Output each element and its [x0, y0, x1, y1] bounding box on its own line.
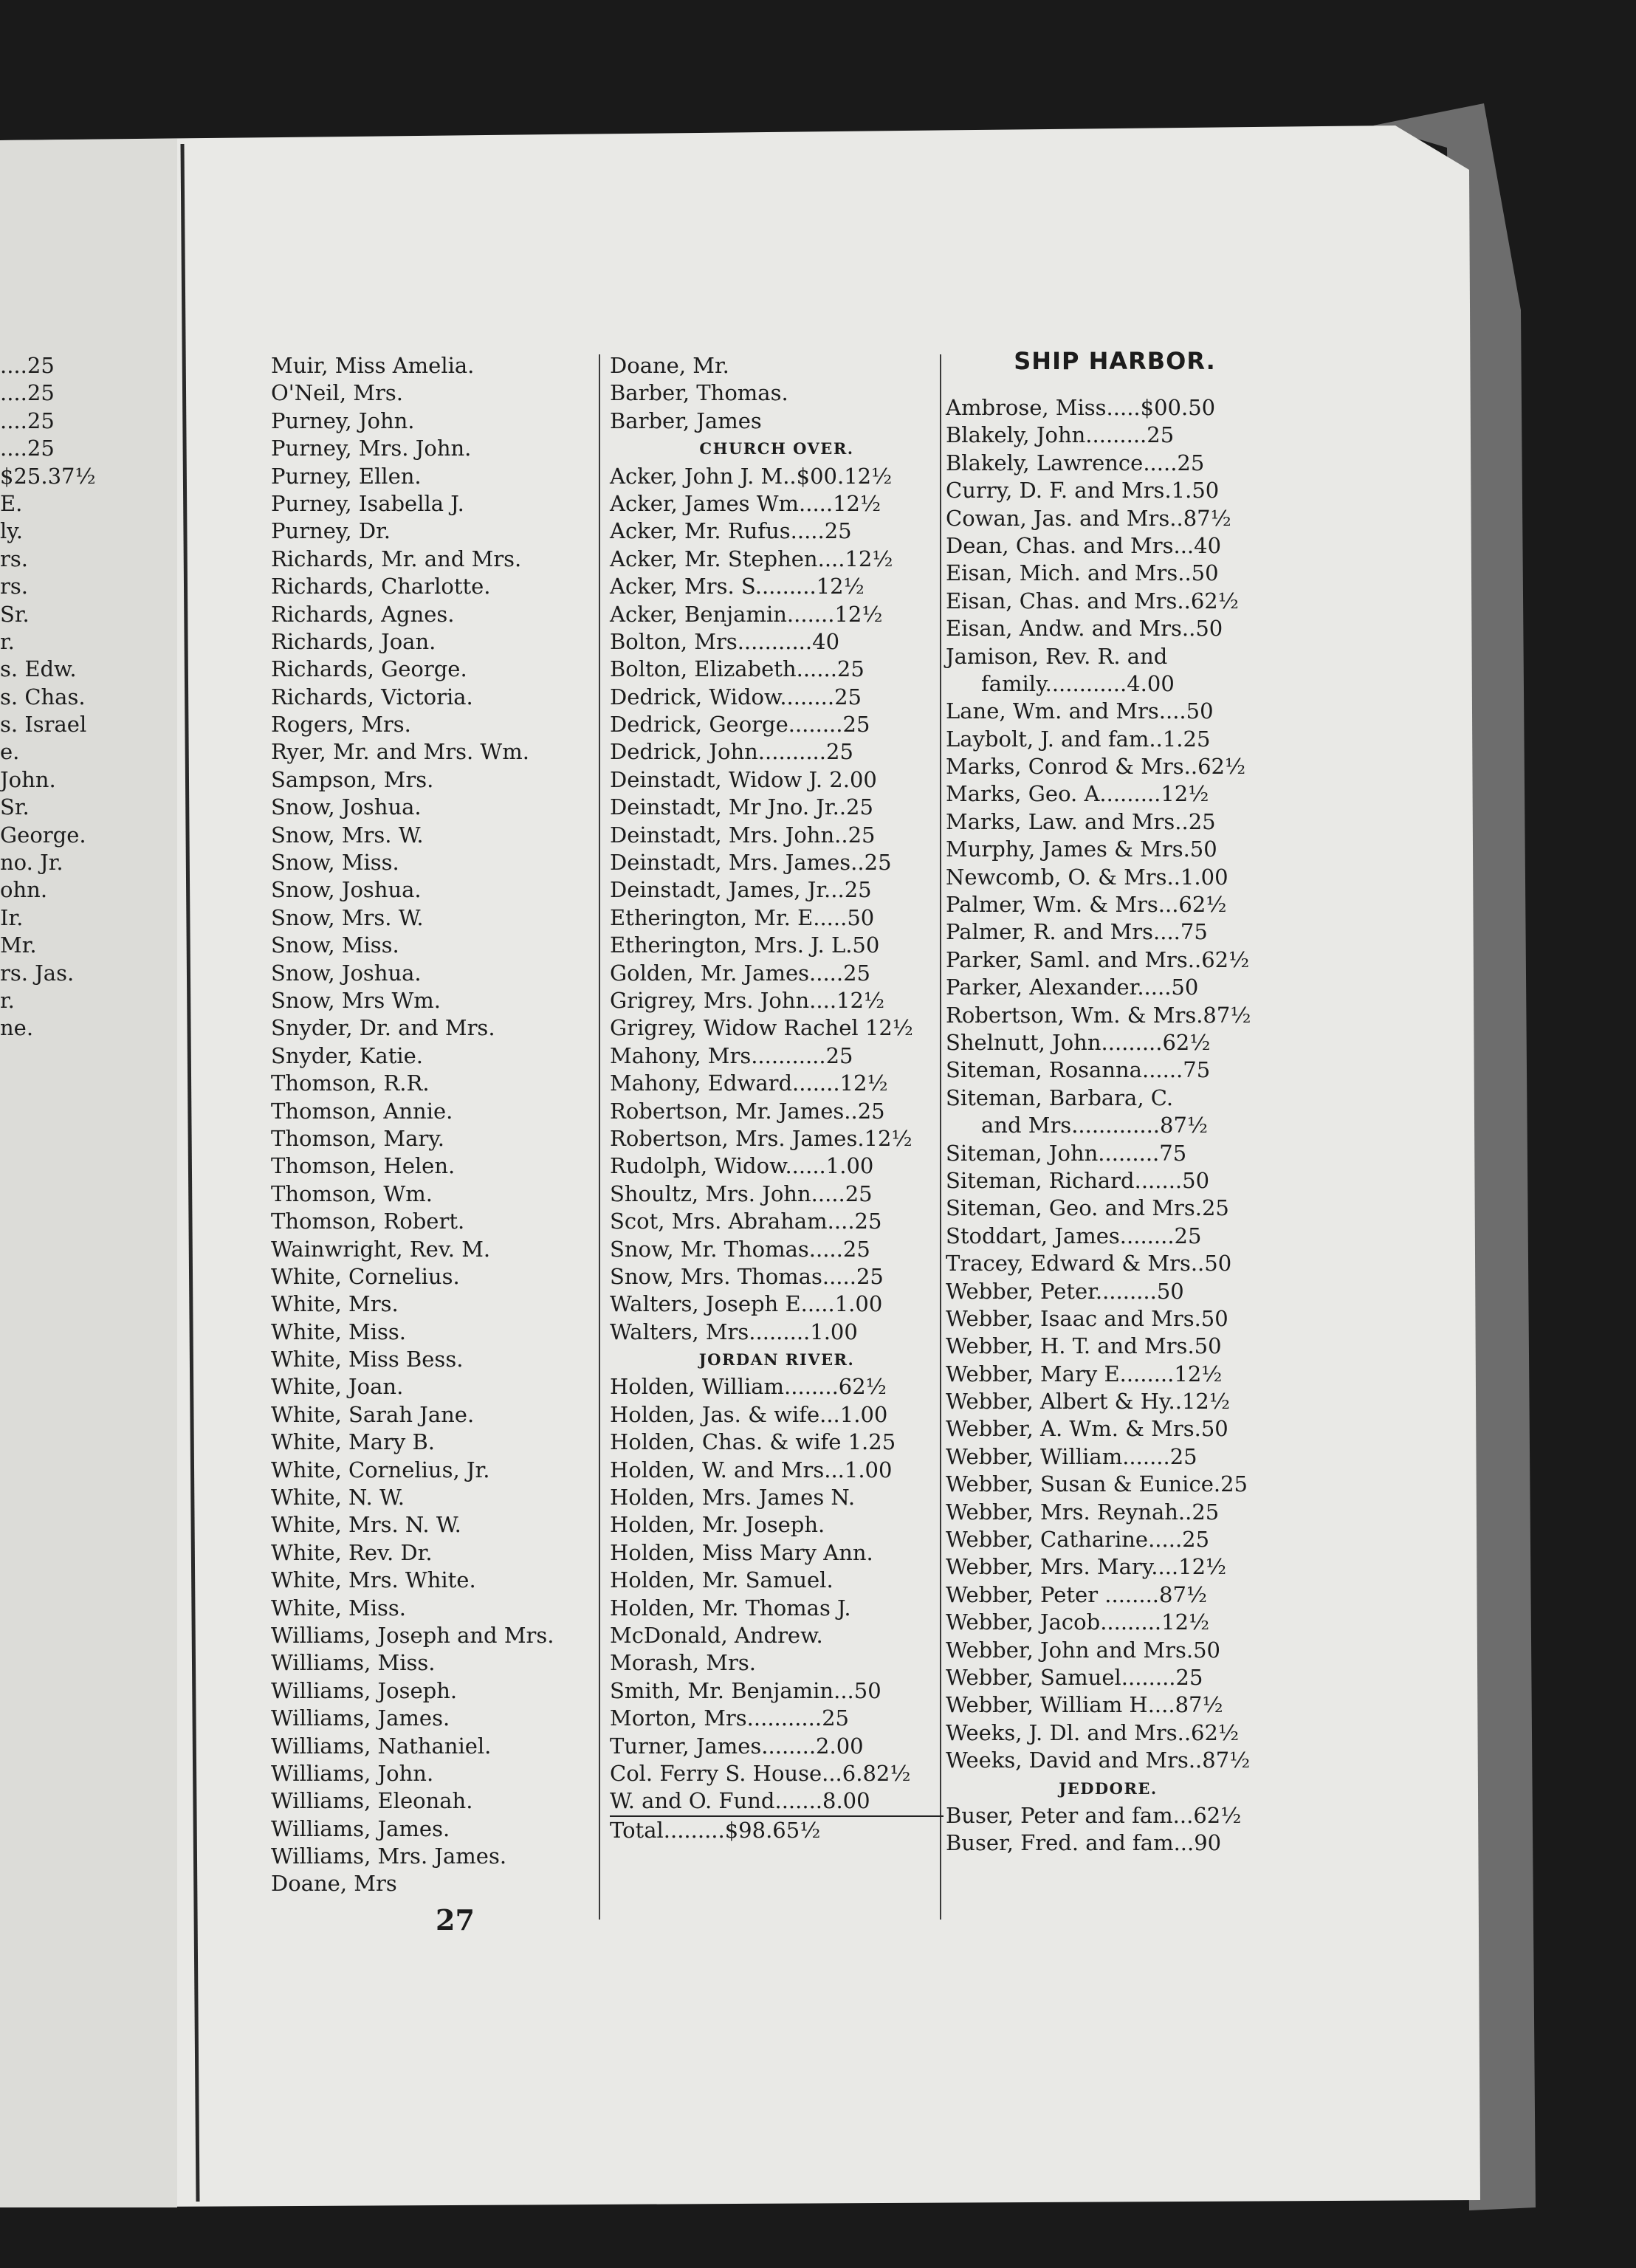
name-entry: Snow, Mrs Wm. — [271, 987, 441, 1013]
subscription-entry: Robertson, Mr. James..25 — [610, 1098, 885, 1124]
subscription-entry: Morton, Mrs...........25 — [610, 1705, 849, 1731]
subscription-entry: Webber, Susan & Eunice.25 — [946, 1471, 1248, 1497]
subscription-entry: Siteman, Geo. and Mrs.25 — [946, 1195, 1229, 1221]
subscription-entry: Holden, W. and Mrs...1.00 — [610, 1457, 893, 1482]
name-entry: Rogers, Mrs. — [271, 712, 411, 738]
name-entry: Thomson, Robert. — [271, 1209, 465, 1234]
subscription-entry: Bolton, Mrs...........40 — [610, 628, 840, 654]
name-entry: Snyder, Dr. and Mrs. — [271, 1015, 495, 1041]
subscription-entry: Dedrick, Widow........25 — [610, 684, 862, 709]
subscription-entry: Holden, Mr. Samuel. — [610, 1567, 834, 1593]
subscription-entry: Acker, James Wm.....12½ — [610, 490, 881, 516]
fragment-line: ohn. — [0, 877, 48, 903]
subscription-entry: Murphy, James & Mrs.50 — [946, 836, 1217, 862]
subscription-entry: Ambrose, Miss.....$00.50 — [946, 395, 1216, 420]
subscription-entry: Rudolph, Widow......1.00 — [610, 1153, 874, 1179]
name-entry: Williams, Joseph and Mrs. — [271, 1622, 554, 1648]
subscription-entry: Siteman, Rosanna......75 — [946, 1057, 1211, 1083]
name-entry: Williams, James. — [271, 1815, 450, 1841]
subscription-entry: Deinstadt, Mr Jno. Jr..25 — [610, 794, 873, 820]
subscription-entry: Webber, Catharine.....25 — [946, 1527, 1210, 1553]
name-entry: Williams, John. — [271, 1760, 434, 1786]
subscription-entry: Newcomb, O. & Mrs..1.00 — [946, 864, 1228, 890]
fragment-line: r. — [0, 628, 15, 654]
name-entry: Snow, Joshua. — [271, 794, 422, 820]
subscription-entry: Parker, Alexander.....50 — [946, 975, 1199, 1000]
subscription-entry: Stoddart, James........25 — [946, 1223, 1202, 1248]
subscription-entry: W. and O. Fund.......8.00 — [610, 1788, 870, 1814]
subscription-entry: Mahony, Mrs...........25 — [610, 1042, 853, 1068]
name-entry: Purney, Ellen. — [271, 463, 422, 489]
subscription-entry: Holden, Jas. & wife...1.00 — [610, 1401, 888, 1427]
subscription-entry: Palmer, Wm. & Mrs...62½ — [946, 892, 1227, 918]
name-entry: White, Miss. — [271, 1595, 406, 1621]
subscription-entry: Eisan, Andw. and Mrs..50 — [946, 616, 1223, 642]
fragment-line: ....25 — [0, 408, 55, 433]
fragment-line: ly. — [0, 518, 24, 544]
name-entry: Richards, Mr. and Mrs. — [271, 546, 522, 571]
name-entry: Richards, Agnes. — [271, 601, 455, 627]
fragment-line: George. — [0, 822, 86, 848]
subscription-entry: Webber, Peter.........50 — [946, 1278, 1184, 1304]
subscription-entry: Marks, Conrod & Mrs..62½ — [946, 754, 1246, 780]
subscription-entry: Cowan, Jas. and Mrs..87½ — [946, 505, 1231, 531]
subscription-entry: Grigrey, Widow Rachel 12½ — [610, 1015, 913, 1041]
subscription-entry: Tracey, Edward & Mrs..50 — [946, 1251, 1232, 1276]
subscription-entry: Deinstadt, James, Jr...25 — [610, 877, 872, 903]
fragment-line: s. Chas. — [0, 684, 86, 709]
subscription-entry: Shelnutt, John.........62½ — [946, 1029, 1211, 1055]
name-entry: White, Mrs. White. — [271, 1567, 476, 1593]
name-entry: Williams, Joseph. — [271, 1677, 458, 1703]
subscription-entry: Webber, John and Mrs.50 — [946, 1637, 1220, 1663]
name-entry: Thomson, Helen. — [271, 1153, 456, 1179]
subscription-entry: Deinstadt, Mrs. John..25 — [610, 822, 876, 848]
subscription-entry: Eisan, Chas. and Mrs..62½ — [946, 588, 1239, 614]
subscription-entry: Buser, Fred. and fam...90 — [946, 1830, 1222, 1856]
subscription-entry: Bolton, Elizabeth......25 — [610, 656, 865, 682]
fragment-line: rs. — [0, 546, 28, 571]
subscription-entry: Webber, A. Wm. & Mrs.50 — [946, 1416, 1228, 1442]
name-entry: Muir, Miss Amelia. — [271, 353, 475, 378]
column-3-ship-harbor-list — [946, 394, 1271, 1858]
subscription-entry: Acker, Benjamin.......12½ — [610, 601, 883, 627]
name-entry: Williams, Eleonah. — [271, 1788, 473, 1814]
name-entry: Snow, Joshua. — [271, 960, 422, 986]
subscription-entry: Dedrick, John..........25 — [610, 739, 853, 765]
name-entry: Snow, Mrs. W. — [271, 822, 424, 848]
subscription-entry: Snow, Mr. Thomas.....25 — [610, 1236, 870, 1262]
name-entry: Purney, Mrs. John. — [271, 436, 472, 461]
name-entry: White, Miss Bess. — [271, 1347, 464, 1372]
subscription-entry: Holden, William........62½ — [610, 1374, 887, 1400]
subscription-entry: Eisan, Mich. and Mrs..50 — [946, 560, 1219, 586]
previous-page-fragment — [0, 352, 171, 1042]
subscription-entry: Holden, Mrs. James N. — [610, 1485, 856, 1511]
subscription-entry: Webber, H. T. and Mrs.50 — [946, 1333, 1222, 1359]
subscription-entry: Marks, Law. and Mrs..25 — [946, 808, 1216, 834]
name-entry: Williams, Mrs. James. — [271, 1843, 507, 1869]
fragment-line: ....25 — [0, 380, 55, 406]
name-entry: Richards, Joan. — [271, 628, 436, 654]
subscription-entry: Webber, Isaac and Mrs.50 — [946, 1305, 1228, 1331]
subscription-entry: Webber, Samuel........25 — [946, 1664, 1203, 1690]
subscription-entry: Deinstadt, Widow J. 2.00 — [610, 766, 877, 792]
subscription-entry: Weeks, David and Mrs..87½ — [946, 1748, 1251, 1773]
subscription-entry: and Mrs.............87½ — [981, 1113, 1209, 1138]
name-entry: Snow, Miss. — [271, 932, 399, 958]
subscription-entry: Siteman, Barbara, C. — [946, 1085, 1174, 1110]
name-entry: Williams, James. — [271, 1705, 450, 1731]
subscription-entry: Blakely, John.........25 — [946, 422, 1175, 448]
subscription-entry: Acker, John J. M..$00.12½ — [610, 463, 893, 489]
subscription-entry: Golden, Mr. James.....25 — [610, 960, 870, 986]
fragment-line: no. Jr. — [0, 850, 63, 876]
page-number: 27 — [436, 1903, 475, 1937]
subscription-entry: Palmer, R. and Mrs....75 — [946, 919, 1208, 945]
subscription-entry: Holden, Miss Mary Ann. — [610, 1539, 873, 1565]
subscription-entry: Turner, James........2.00 — [610, 1733, 864, 1759]
name-entry: Snow, Joshua. — [271, 877, 422, 903]
fragment-line: rs. — [0, 574, 28, 599]
subscription-entry: Shoultz, Mrs. John.....25 — [610, 1181, 873, 1206]
fragment-line: Sr. — [0, 601, 30, 627]
subscription-entry: Buser, Peter and fam...62½ — [946, 1802, 1242, 1828]
name-entry: Snyder, Katie. — [271, 1042, 424, 1068]
name-entry: White, Sarah Jane. — [271, 1401, 475, 1427]
subscription-entry: Webber, William H....87½ — [946, 1692, 1223, 1718]
subscription-entry: Siteman, John.........75 — [946, 1140, 1187, 1166]
name-entry: Richards, George. — [271, 656, 467, 682]
fragment-line: s. Edw. — [0, 656, 77, 682]
fragment-line: ne. — [0, 1015, 34, 1041]
subscription-entry: Webber, William.......25 — [946, 1443, 1197, 1469]
section-header: JORDAN RIVER. — [698, 1350, 855, 1370]
subscription-entry: Holden, Chas. & wife 1.25 — [610, 1429, 896, 1455]
fragment-line: s. Israel — [0, 712, 87, 738]
fragment-line: Ir. — [0, 904, 24, 930]
subscription-entry: Doane, Mr. — [610, 353, 729, 378]
subscription-entry: Webber, Jacob.........12½ — [946, 1609, 1210, 1635]
subscription-entry: Acker, Mr. Stephen....12½ — [610, 546, 893, 571]
name-entry: White, Cornelius. — [271, 1263, 460, 1289]
subscription-entry: Webber, Peter ........87½ — [946, 1581, 1208, 1607]
subscription-entry: Robertson, Mrs. James.12½ — [610, 1125, 912, 1151]
subscription-entry: Parker, Saml. and Mrs..62½ — [946, 946, 1250, 972]
fragment-line: r. — [0, 987, 15, 1013]
subscription-entry: Grigrey, Mrs. John....12½ — [610, 987, 885, 1013]
subscription-entry: Webber, Albert & Hy..12½ — [946, 1389, 1230, 1415]
name-entry: Ryer, Mr. and Mrs. Wm. — [271, 739, 529, 765]
subscription-entry: Robertson, Wm. & Mrs.87½ — [946, 1002, 1251, 1028]
subscription-entry: Holden, Mr. Joseph. — [610, 1512, 825, 1538]
subscription-entry: Webber, Mrs. Mary....12½ — [946, 1554, 1227, 1580]
subscription-entry: Mahony, Edward.......12½ — [610, 1071, 888, 1096]
name-entry: Richards, Victoria. — [271, 684, 473, 709]
subscription-entry: Lane, Wm. and Mrs....50 — [946, 698, 1214, 724]
subscription-entry: Laybolt, J. and fam..1.25 — [946, 726, 1211, 752]
subscription-entry: family............4.00 — [981, 670, 1175, 696]
name-entry: Wainwright, Rev. M. — [271, 1236, 491, 1262]
column-2-subscription-list — [610, 352, 944, 1844]
name-entry: White, Joan. — [271, 1374, 404, 1400]
name-entry: White, Cornelius, Jr. — [271, 1457, 490, 1482]
subscription-entry: Siteman, Richard.......50 — [946, 1167, 1210, 1193]
fragment-line: ....25 — [0, 353, 55, 378]
name-entry: Thomson, R.R. — [271, 1071, 430, 1096]
name-entry: Snow, Miss. — [271, 850, 399, 876]
subscription-entry: Smith, Mr. Benjamin...50 — [610, 1677, 881, 1703]
subscription-entry: Blakely, Lawrence.....25 — [946, 450, 1205, 475]
subscription-entry: Acker, Mr. Rufus.....25 — [610, 518, 852, 544]
subscription-entry: Jamison, Rev. R. and — [946, 643, 1168, 669]
subscription-entry: Scot, Mrs. Abraham....25 — [610, 1209, 882, 1234]
name-entry: White, Mary B. — [271, 1429, 435, 1455]
subscription-entry: Weeks, J. Dl. and Mrs..62½ — [946, 1719, 1240, 1745]
name-entry: Richards, Charlotte. — [271, 574, 491, 599]
subscription-entry: Etherington, Mr. E.....50 — [610, 904, 875, 930]
name-entry: Doane, Mrs — [271, 1871, 397, 1897]
subscription-entry: Webber, Mrs. Reynah..25 — [946, 1499, 1220, 1525]
subscription-entry: Etherington, Mrs. J. L.50 — [610, 932, 880, 958]
subscription-entry: Dedrick, George........25 — [610, 712, 870, 738]
name-entry: Thomson, Wm. — [271, 1181, 433, 1206]
name-entry: Sampson, Mrs. — [271, 766, 434, 792]
subscription-entry: Walters, Mrs.........1.00 — [610, 1319, 858, 1344]
subscription-entry: Deinstadt, Mrs. James..25 — [610, 850, 892, 876]
name-entry: White, Mrs. N. W. — [271, 1512, 461, 1538]
fragment-line: $25.37½ — [0, 463, 96, 489]
subscription-entry: Barber, James — [610, 408, 762, 433]
name-entry: O'Neil, Mrs. — [271, 380, 403, 406]
name-entry: Purney, John. — [271, 408, 415, 433]
total-line: Total.........$98.65½ — [610, 1815, 944, 1844]
name-entry: White, Mrs. — [271, 1291, 399, 1317]
subscription-entry: Snow, Mrs. Thomas.....25 — [610, 1263, 884, 1289]
name-entry: Thomson, Mary. — [271, 1125, 445, 1151]
name-entry: Purney, Isabella J. — [271, 490, 464, 516]
name-entry: Thomson, Annie. — [271, 1098, 453, 1124]
name-entry: White, Rev. Dr. — [271, 1539, 433, 1565]
fragment-line: John. — [0, 766, 56, 792]
name-entry: White, Miss. — [271, 1319, 406, 1344]
name-entry: Snow, Mrs. W. — [271, 904, 424, 930]
subscription-entry: Curry, D. F. and Mrs.1.50 — [946, 478, 1220, 504]
name-entry: Williams, Miss. — [271, 1650, 436, 1676]
fragment-line: E. — [0, 490, 23, 516]
section-header-ship-harbor: SHIP HARBOR. — [1014, 347, 1216, 375]
fragment-line: ....25 — [0, 436, 55, 461]
fragment-line: Mr. — [0, 932, 37, 958]
section-header: CHURCH OVER. — [699, 439, 854, 458]
fragment-line: rs. Jas. — [0, 960, 75, 986]
name-entry: Purney, Dr. — [271, 518, 391, 544]
subscription-entry: Barber, Thomas. — [610, 380, 788, 406]
subscription-entry: Holden, Mr. Thomas J. — [610, 1595, 851, 1621]
subscription-entry: Webber, Mary E........12½ — [946, 1361, 1223, 1386]
subscription-entry: Acker, Mrs. S.........12½ — [610, 574, 865, 599]
fragment-line: e. — [0, 739, 20, 765]
subscription-entry: Morash, Mrs. — [610, 1650, 756, 1676]
subscription-entry: Dean, Chas. and Mrs...40 — [946, 532, 1222, 558]
column-1-name-list — [271, 352, 599, 1898]
fragment-line: Sr. — [0, 794, 30, 820]
subscription-entry: McDonald, Andrew. — [610, 1622, 823, 1648]
section-header: JEDDORE. — [1059, 1779, 1158, 1798]
subscription-entry: Marks, Geo. A.........12½ — [946, 781, 1209, 807]
subscription-entry: Walters, Joseph E.....1.00 — [610, 1291, 883, 1317]
name-entry: White, N. W. — [271, 1485, 405, 1511]
name-entry: Williams, Nathaniel. — [271, 1733, 492, 1759]
subscription-entry: Col. Ferry S. House...6.82½ — [610, 1760, 911, 1786]
